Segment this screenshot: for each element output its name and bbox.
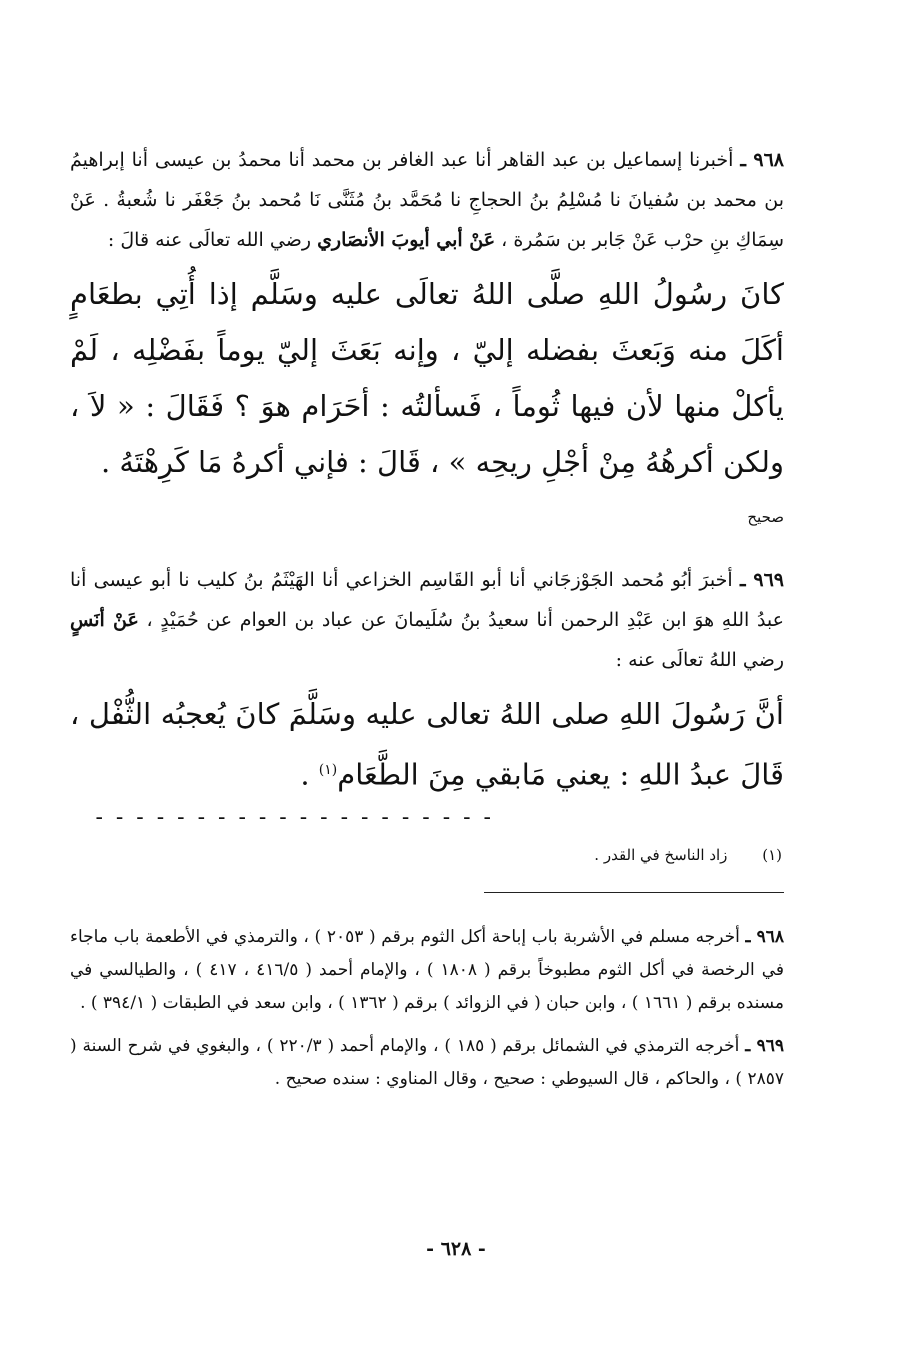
hadith-969-isnad xyxy=(70,560,784,680)
hadith-968-companion: عَنْ أبي أيوبَ الأنصَاري xyxy=(317,229,496,251)
takhrij-969-number: ٩٦٩ ـ xyxy=(745,1035,784,1056)
hadith-969-matn xyxy=(70,686,784,803)
hadith-968-matn: كانَ رسُولُ اللهِ صلَّى اللهُ تعالَى عليه وسَلَّم إذا أُتِي بطعَامٍ أكَلَ منه وَبَعثَ بفضله إليّ ، وإنه بَعَثَ إليّ يوماً بفَضْلِه ، لَمْ يأكلْ منها لأن فيها ثُوماً ، فَسألتُه : أحَرَام هوَ ؟ فَقَالَ : « لاَ ، ولكن أكرهُهُ مِنْ أجْلِ ريحِه » ، قَالَ : فإني أكرهُ مَا كَرِهْتَهُ . xyxy=(70,277,784,479)
footnote-number: (١) xyxy=(762,845,782,864)
separator: - - - - - - - - - - - - - - - - - - - - xyxy=(95,804,494,830)
hadith-968-number: ٩٦٨ ـ xyxy=(740,149,784,171)
page-body xyxy=(70,140,784,1355)
hadith-968-isnad-start: أخبرنا إسماعيل بن عبد القاهر أنا عبد الغافر بن محمد أنا محمدُ بن عيسى أنا إبراهيمُ بن محمد بن سُفيانَ نا مُسْلِمُ بنُ الحجاجِ نا مُحَمَّد بنُ مُثَنَّى نَا مُحمد بنُ جَعْفَر نا شُعبةُ . عَنْ سِمَاكِ بنِ حرْب عَنْ جَابر بن سَمُرة ، xyxy=(70,149,784,251)
footnote-ref: (١) xyxy=(318,762,338,778)
takhrij-968 xyxy=(70,921,784,1020)
hadith-969-companion: عَنْ أنَسٍ xyxy=(70,609,139,631)
takhrij-969-text: أخرجه الترمذي في الشمائل برقم ( ١٨٥ ) ، والإمام أحمد ( ٢٢٠/٣ ) ، والبغوي في شرح السنة ( ٢٨٥٧ ) ، والحاكم ، قال السيوطي : صحيح ، وقال المناوي : سنده صحيح . xyxy=(70,1035,784,1089)
footnote-text: زاد الناسخ في القدر . xyxy=(594,845,728,864)
takhrij-968-number: ٩٦٨ ـ xyxy=(745,926,785,947)
hadith-968-isnad xyxy=(70,140,784,260)
footnote xyxy=(70,846,784,864)
hadith-969-isnad-end: رضي اللهُ تعالَى عنه : xyxy=(615,649,784,671)
footnote-rule xyxy=(484,892,784,893)
hadith-969-matn-end: . xyxy=(300,757,319,792)
hadith-968-isnad-end: رضي الله تعالَى عنه قالَ : xyxy=(107,229,312,251)
hadith-969-number: ٩٦٩ ـ xyxy=(739,569,784,591)
takhrij-969 xyxy=(70,1030,784,1096)
page-number: - ٦٢٨ - xyxy=(426,1238,486,1260)
hadith-968-grade: صحيح xyxy=(747,508,784,526)
takhrij-968-text: أخرجه مسلم في الأشربة باب إباحة أكل الثوم برقم ( ٢٠٥٣ ) ، والترمذي في الأطعمة باب ماجاء في الرخصة في أكل الثوم مطبوخاً برقم ( ١٨٠٨ ) ، والإمام أحمد ( ٤١٦/٥ ، ٤١٧ ) ، والطيالسي في مسنده برقم ( ١٦٦١ ) ، وابن حبان ( في الزوائد ) برقم ( ١٣٦٢ ) ، وابن سعد في الطبقات ( ٣٩٤/١ ) . xyxy=(70,926,785,1013)
hadith-969-matn-text: أنَّ رَسُولَ اللهِ صلى اللهُ تعالى عليه وسَلَّمَ كانَ يُعجبُه الثُّفْل ، قَالَ عبدُ اللهِ : يعني مَابقي مِنَ الطَّعَام xyxy=(70,697,784,792)
hadith-969-isnad-start: أخبرَ أبُو مُحمد الجَوْزجَاني أنا أبو القَاسِم الخزاعي أنا الهَيْثَمُ بنُ كليب نا أبو عيسى أنا عبدُ اللهِ هوَ ابن عَبْدِ الرحمن أنا سعيدُ بنُ سُلَيمانَ عن عباد بن العوام عن حُمَيْدٍ ، xyxy=(70,569,784,631)
